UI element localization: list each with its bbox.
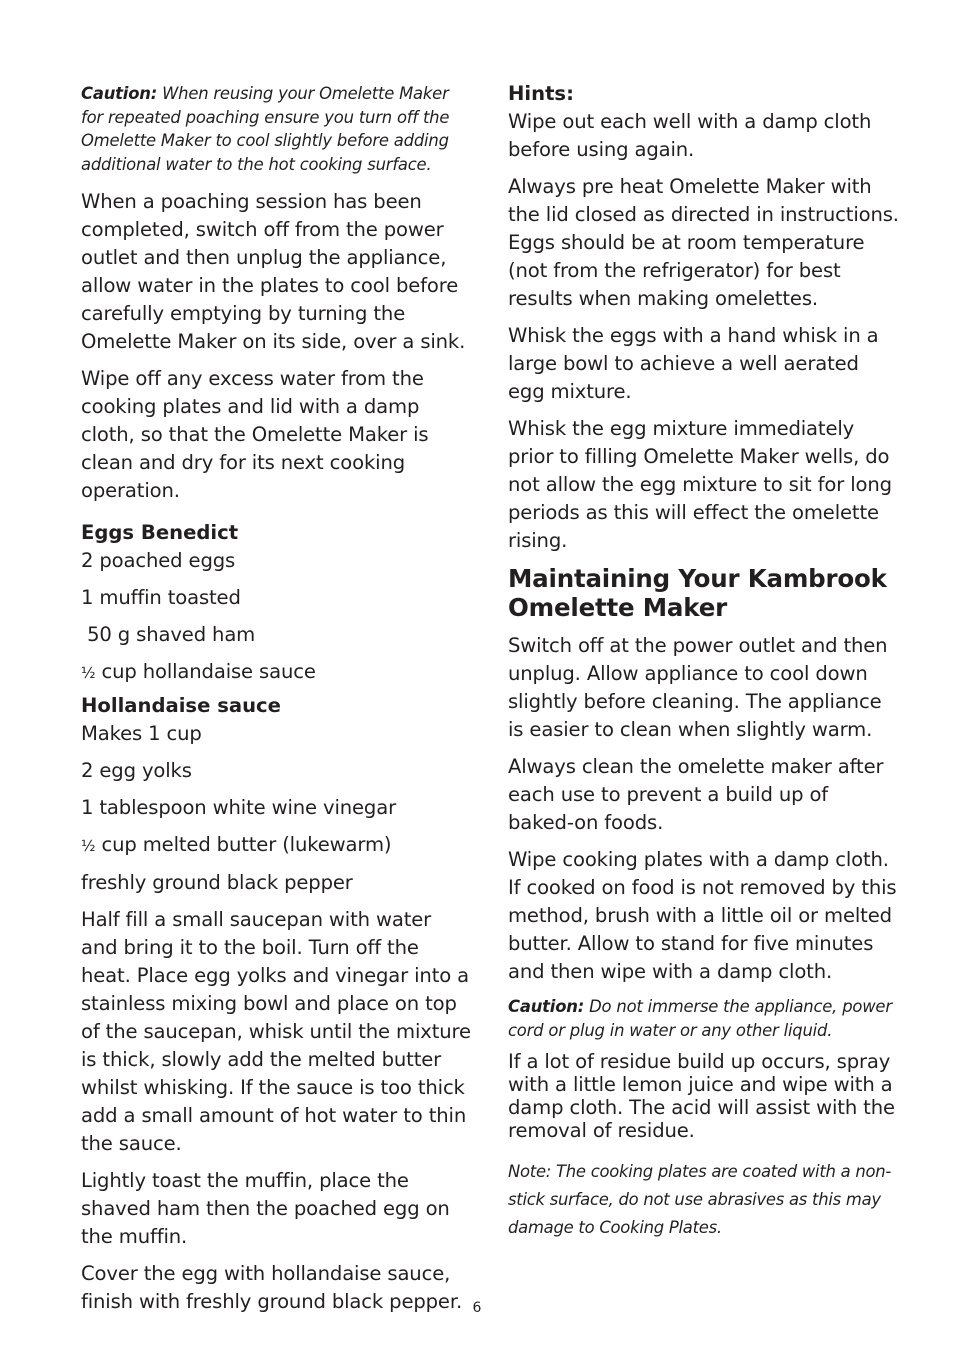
ingredient-item: 50 g shaved ham (81, 623, 256, 646)
hints-title: Hints: (508, 82, 574, 105)
hint-item: Wipe out each well with a damp cloth before using again. (508, 110, 872, 161)
fraction-half: ½ (81, 837, 96, 855)
caution-note-immerse (508, 995, 900, 1042)
non-stick-note: Note: The cooking plates are coated with a non-stick surface, do not use abrasives as this may damage to Cooking Plates. (508, 1162, 892, 1237)
hints-section (508, 80, 900, 555)
method-step-1: Half fill a small saucepan with water and bring it to the boil. Turn off the heat. Place egg yolks and vinegar into a stainless mixing bowl and place on top of the saucepan, whisk until the mixture is thick, slowly add the melted butter whilst whisking. If the sauce is too thick add a small amount of hot water to thin the sauce. (81, 908, 471, 1155)
method-step-2: Lightly toast the muffin, place the shaved ham then the poached egg on the muffin. (81, 1169, 450, 1248)
ingredient-text: cup melted butter (lukewarm) (101, 833, 392, 856)
left-column (81, 78, 473, 1325)
poaching-end-paragraph: When a poaching session has been completed, switch off from the power outlet and then unplug the appliance, allow water in the plates to cool before carefully emptying by turning the Omelette Maker on its side, over a sink. (81, 190, 466, 353)
hint-item: Whisk the egg mixture immediately prior to filling Omelette Maker wells, do not allow the egg mixture to sit for long periods as this will effect the omelette rising. (508, 417, 892, 552)
caution-label: Caution: (508, 997, 585, 1016)
hint-item: Whisk the eggs with a hand whisk in a large bowl to achieve a well aerated egg mixture. (508, 324, 879, 403)
recipe-yield: Makes 1 cup (81, 722, 202, 745)
caution-text: Do not immerse the appliance, power cord or plug in water or any other liquid. (508, 997, 892, 1040)
ingredient-item: 2 poached eggs (81, 549, 236, 572)
maintaining-item: Wipe cooking plates with a damp cloth. If cooked on food is not removed by this method, brush with a little oil or melted butter. Allow to stand for five minutes and then wipe with a damp cloth. (508, 848, 897, 983)
eggs-benedict-recipe (81, 519, 473, 687)
ingredient-item (81, 831, 473, 860)
method-step-3: Cover the egg with hollandaise sauce, finish with freshly ground black pepper. (81, 1262, 463, 1313)
ingredient-text: cup hollandaise sauce (101, 660, 316, 683)
maintaining-item: Switch off at the power outlet and then unplug. Allow appliance to cool down slightly before cleaning. The appliance is easier to clean when slightly warm. (508, 634, 888, 741)
caution-label: Caution: (81, 84, 158, 103)
hollandaise-title: Hollandaise sauce (81, 694, 281, 717)
ingredient-item: freshly ground black pepper (81, 871, 353, 894)
hint-item: Always pre heat Omelette Maker with the lid closed as directed in instructions. Eggs should be at room temperature (not from the refrigerator) for best results when making omelettes. (508, 175, 899, 310)
maintaining-title: Maintaining Your Kambrook Omelette Maker (508, 564, 887, 622)
right-column (508, 78, 900, 1242)
caution-text: When reusing your Omelette Maker for repeated poaching ensure you turn off the Omelette Maker to cool slightly before adding additional water to the hot cooking surface. (81, 84, 450, 174)
maintaining-item: Always clean the omelette maker after each use to prevent a build up of baked-on foods. (508, 755, 884, 834)
ingredient-item: 1 muffin toasted (81, 586, 241, 609)
residue-paragraph: If a lot of residue build up occurs, spray with a little lemon juice and wipe with a damp cloth. The acid will assist with the removal of residue. (508, 1050, 895, 1142)
hollandaise-recipe (81, 692, 473, 897)
ingredient-item (81, 658, 473, 687)
wipe-paragraph: Wipe off any excess water from the cooking plates and lid with a damp cloth, so that the Omelette Maker is clean and dry for its next cooking operation. (81, 367, 429, 502)
ingredient-item: 1 tablespoon white wine vinegar (81, 796, 396, 819)
ingredient-item: 2 egg yolks (81, 759, 192, 782)
maintaining-section (508, 565, 900, 1242)
fraction-half: ½ (81, 664, 96, 682)
page-number: 6 (472, 1300, 482, 1316)
eggs-benedict-title: Eggs Benedict (81, 521, 239, 544)
caution-note-poaching (81, 82, 473, 176)
